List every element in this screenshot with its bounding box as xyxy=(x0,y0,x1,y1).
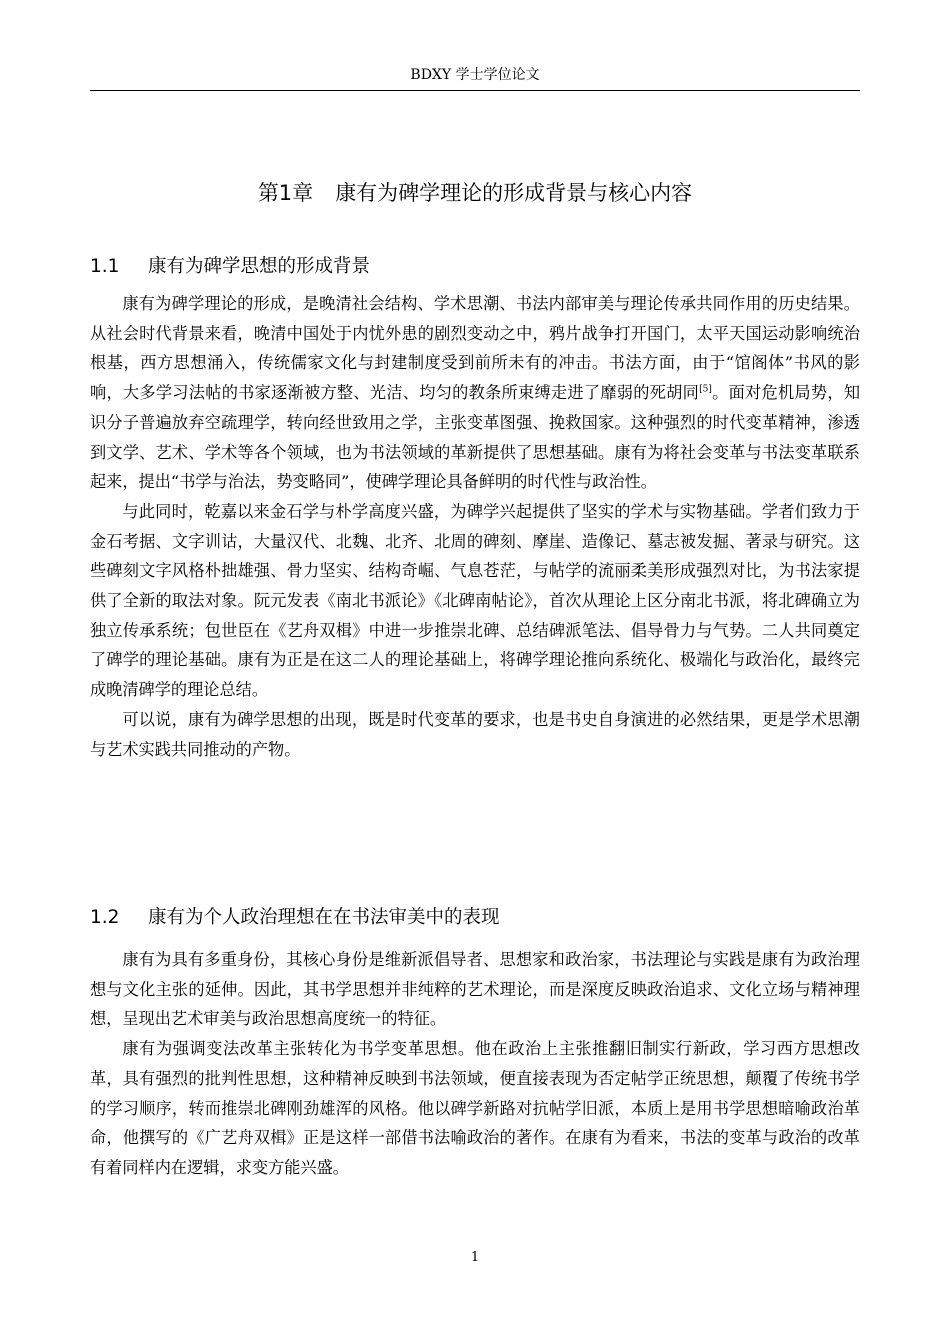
paragraph: 可以说，康有为碑学思想的出现，既是时代变革的要求，也是书史自身演进的必然结果，更是学术思潮与艺术实践共同推动的产物。 xyxy=(90,709,860,759)
chapter-title xyxy=(90,178,860,208)
chapter-number: 第1章 xyxy=(257,181,314,205)
section-number: 1.1 xyxy=(90,256,120,277)
section-title: 康有为碑学思想的形成背景 xyxy=(148,256,371,277)
paragraph-text-continued: 。面对危机局势，知识分子普遍放弃空疏理学，转向经世致用之学，主张变革图强、挽救国家。这种强烈的时代变革精神，渗透到文学、艺术、学术等各个领域，也为书法领域的革新提供了思想基础。康有为将社会变革与书法变革联系起来，提出“书学与治法，势变略同”，使碑学理论具备鲜明的时代性与政治性。 xyxy=(90,383,861,492)
paragraph-text: 康有为碑学理论的形成，是晚清社会结构、学术思潮、书法内部审美与理论传承共同作用的历史结果。从社会时代背景来看，晚清中国处于内忧外患的剧烈变动之中，鸦片战争打开国门，太平天国运动影响统治根基，西方思想涌入，传统儒家文化与封建制度受到前所未有的冲击。书法方面，由于“馆阁体”书风的影响，大多学习法帖的书家逐渐被方整、光洁、均匀的教条所束缚走进了靡弱的死胡同 xyxy=(90,294,860,403)
paragraph xyxy=(90,289,860,497)
paragraph: 康有为强调变法改革主张转化为书学变革思想。他在政治上主张推翻旧制实行新政，学习西方思想改革，具有强烈的批判性思想，这种精神反映到书法领域，便直接表现为否定帖学正统思想，颠覆了传统书学的学习顺序，转而推崇北碑刚劲雄浑的风格。他以碑学新路对抗帖学旧派，本质上是用书学思想暗喻政治革命，他撰写的《广艺舟双楫》正是这样一部借书法喻政治的著作。在康有为看来，书法的变革与政治的改革有着同样内在逻辑，求变方能兴盛。 xyxy=(90,1039,860,1177)
section-title: 康有为个人政治理想在在书法审美中的表现 xyxy=(148,907,500,928)
section-heading-1-2 xyxy=(90,904,860,932)
citation: [5] xyxy=(699,384,712,395)
page-number: 1 xyxy=(470,1250,480,1265)
running-header: BDXY 学士学位论文 xyxy=(410,67,540,83)
section-1-1-body xyxy=(90,289,860,764)
section-heading-1-1 xyxy=(90,253,860,281)
paragraph: 与此同时，乾嘉以来金石学与朴学高度兴盛，为碑学兴起提供了坚实的学术与实物基础。学者们致力于金石考据、文字训诂，大量汉代、北魏、北齐、北周的碑刻、摩崖、造像记、墓志被发掘、著录与研究。这些碑刻文字风格朴拙雄强、骨力坚实、结构奇崛、气息苍茫，与帖学的流丽柔美形成强烈对比，为书法家提供了全新的取法对象。阮元发表《南北书派论》《北碑南帖论》，首次从理论上区分南北书派，将北碑确立为独立传承系统；包世臣在《艺舟双楫》中进一步推崇北碑、总结碑派笔法、倡导骨力与气势。二人共同奠定了碑学的理论基础。康有为正是在这二人的理论基础上，将碑学理论推向系统化、极端化与政治化，最终完成晚清碑学的理论总结。 xyxy=(90,501,860,700)
section-1-2-body xyxy=(90,945,860,1183)
section-number: 1.2 xyxy=(90,907,120,928)
header-rule xyxy=(90,90,860,91)
chapter-title-text: 康有为碑学理论的形成背景与核心内容 xyxy=(335,181,693,205)
paragraph: 康有为具有多重身份，其核心身份是维新派倡导者、思想家和政治家，书法理论与实践是康有为政治理想与文化主张的延伸。因此，其书学思想并非纯粹的艺术理论，而是深度反映政治追求、文化立场与精神理想，呈现出艺术审美与政治思想高度统一的特征。 xyxy=(90,950,860,1029)
